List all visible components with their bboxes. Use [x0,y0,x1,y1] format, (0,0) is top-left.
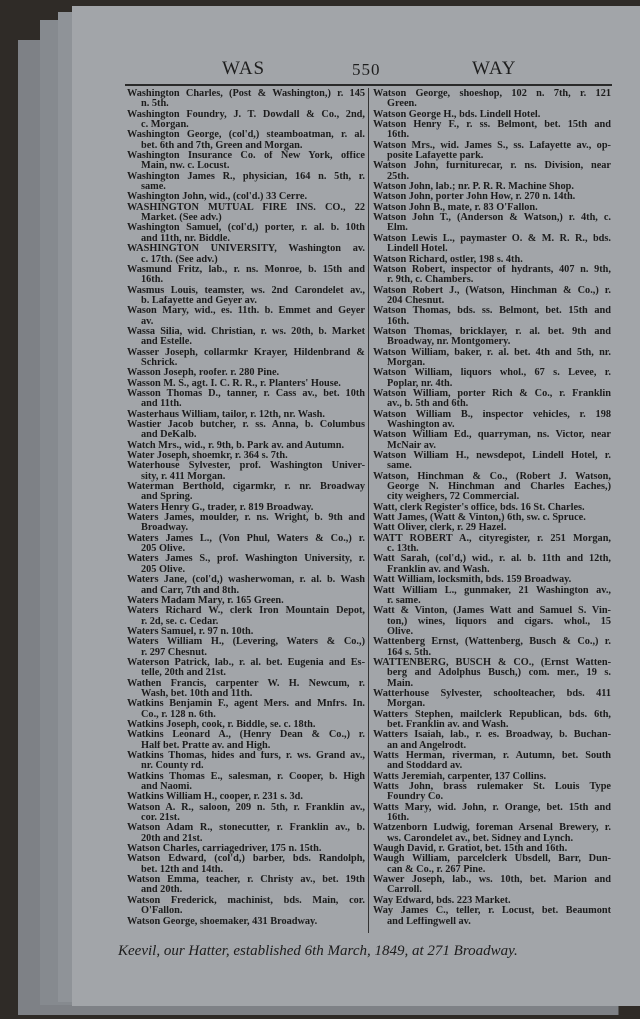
entry-line: Watson Richard, ostler, 198 s. 4th. [373,254,523,265]
entry-line: 164 s. 5th. [387,647,432,658]
entry-line: Watson Thomas, bds. ss. Belmont, bet. 15th and [373,306,611,317]
entry-line: posite Lafayette park. [387,151,484,162]
entry-line: Wasser Joseph, collarmkr Krayer, Hildenbrand & [127,347,365,358]
entry-line: Watt, clerk Register's office, bds. 16 St. Charles. [373,502,585,513]
entry-line: nr. County rd. [141,761,204,772]
entry-line: Washington Foundry, J. T. Dowdall & Co., 2nd, [127,109,365,120]
directory-entry [373,658,611,689]
entry-line: Watson Mrs., wid. James S., ss. Lafayette av., op- [373,140,611,151]
entry-line: WASHINGTON MUTUAL FIRE INS. CO., 22 [127,202,365,213]
entry-line: Watson Henry F., r. ss. Belmont, bet. 15th and [373,120,611,131]
entry-line: and 11th. [141,399,182,410]
entry-line: Waters Madam Mary, r. 165 Green. [127,595,284,606]
directory-entry [373,854,611,875]
entry-line: r. 2d, se. c. Cedar. [141,616,219,627]
directory-entry [127,730,365,751]
entry-line: av. [141,316,154,327]
entry-line: Watson Robert J., (Watson, Hinchman & Co.,) r. [373,285,611,296]
entry-line: Washington John, wid., (col'd.) 33 Cerre. [127,192,308,203]
directory-entry [127,130,365,151]
entry-line: and Stoddard av. [387,761,463,772]
entry-line: telle, 20th and 21st. [141,668,226,679]
entry-line: Watkins Benjamin F., agent Mers. and Mnfrs. In. [127,699,365,710]
directory-entry [373,689,611,710]
entry-line: b. Lafayette and Geyer av. [141,295,257,306]
directory-entry [373,368,611,389]
directory-entry [373,896,611,906]
entry-line: Watson George H., bds. Lindell Hotel. [373,109,541,120]
entry-line: Market. (See adv.) [141,213,222,224]
directory-entry [127,172,365,193]
directory-entry [127,803,365,824]
directory-entry [373,523,611,533]
entry-line: Waters James L., (Von Phul, Waters & Co.,) r. [127,533,365,544]
left-column [127,89,365,927]
entry-line: Watts Herman, riverman, r. Autumn, bet. South [373,751,611,761]
entry-line: and Spring. [141,492,193,503]
directory-entry [373,348,611,369]
directory-entry [373,772,611,782]
entry-line: r. same. [387,595,421,606]
entry-line: Watson Thomas, bricklayer, r. al. bet. 9th and [373,326,611,337]
directory-entry [127,306,365,327]
directory-entry [373,554,611,575]
right-column [373,89,611,927]
directory-entry [127,451,365,461]
directory-entry [373,844,611,854]
entry-line: Waterson Patrick, lab., r. al. bet. Eugenia and Es- [127,657,365,668]
directory-entry [373,906,611,927]
directory-entry [127,596,365,606]
entry-line: WATTENBERG, BUSCH & CO., (Ernst Watten- [373,657,611,668]
directory-entry [373,182,611,192]
entry-line: an and Angelrodt. [387,740,467,751]
entry-line: Watson Adam R., stonecutter, r. Franklin av., b. [127,823,365,834]
directory-entry [127,575,365,596]
directory-entry [127,658,365,679]
directory-entry [127,151,365,172]
entry-line: Watson William Ed., quarryman, ns. Victor, near [373,430,611,441]
entry-line: WATT ROBERT A., cityregister, r. 251 Morgan, [373,533,611,544]
directory-entry [127,720,365,730]
header-right-word: WAY [472,58,517,79]
entry-line: Washington Charles, (Post & Washington,) r. 145 [127,89,365,99]
entry-line: Main. [387,678,414,689]
directory-entry [373,120,611,141]
entry-line: Water Joseph, shoemkr, r. 364 s. 7th. [127,451,288,462]
entry-line: 204 Chesnut. [387,295,445,306]
entry-line: 20th and 21st. [141,833,203,844]
directory-entry [373,141,611,162]
entry-line: Watts John, brass rulemaker St. Louis Type [373,782,611,793]
entry-line: Watterhouse Sylvester, schoolteacher, bds. 411 [373,688,611,699]
entry-line: Waters Jane, (col'd,) washerwoman, r. al. b. Wash [127,575,365,586]
entry-line: 25th. [387,171,410,182]
entry-line: and 20th. [141,885,183,896]
directory-entry [373,430,611,451]
entry-line: Watson A. R., saloon, 209 n. 5th, r. Franklin av., [127,802,365,813]
entry-line: av., b. 5th and 6th. [387,399,469,410]
entry-line: Wastier Jacob butcher, r. ss. Anna, b. Columbus [127,420,365,430]
entry-line: cor. 21st. [141,813,180,824]
directory-entry [373,803,611,824]
directory-entry [127,244,365,265]
entry-line: 16th. [141,275,164,286]
entry-line: Wasterhaus William, tailor, r. 12th, nr. Wash. [127,409,325,420]
directory-entry [127,875,365,896]
entry-line: Watson George, shoemaker, 431 Broadway. [127,916,318,927]
directory-entry [127,772,365,793]
entry-line: and Estelle. [141,337,192,348]
entry-line: sity, r. 411 Morgan. [141,471,226,482]
directory-entry [127,854,365,875]
entry-line: Wathen Francis, carpenter W. H. Newcum, r. [127,678,365,689]
entry-line: same. [387,461,412,472]
entry-line: Broadway. [141,523,189,534]
entry-line: Waters Samuel, r. 97 n. 10th. [127,626,254,637]
entry-line: Watson George, shoeshop, 102 n. 7th, r. 121 [373,89,611,99]
entry-line: Franklin av. and Wash. [387,564,490,575]
directory-entry [127,917,365,927]
entry-line: c. 17th. (See adv.) [141,254,218,265]
entry-line: r. 9th, c. Chambers. [387,275,474,286]
directory-entry [373,875,611,896]
entry-line: Wasmund Fritz, lab., r. ns. Monroe, b. 15th and [127,264,365,275]
directory-entry [127,534,365,555]
entry-line: Wawer Joseph, lab., ws. 10th, bet. Marion and [373,875,611,886]
entry-line: Half bet. Pratte av. and High. [141,740,271,751]
entry-line: Green. [387,99,417,110]
entry-line: Olive. [387,626,414,637]
entry-line: Watt William L., gunmaker, 21 Washington av., [373,585,611,596]
entry-line: and Carr, 7th and 8th. [141,585,240,596]
entry-line: George N. Hinchman and Charles Eaches,) [387,482,611,493]
entry-line: Watson John, porter John How, r. 270 n. 14th. [373,192,576,203]
directory-entry [373,192,611,202]
entry-line: O'Fallon. [141,906,183,917]
entry-line: Watt Oliver, clerk, r. 29 Hazel. [373,523,507,534]
entry-line: c. 13th. [387,544,419,555]
entry-line: Watson John, lab.; nr. P. R. R. Machine Shop. [373,182,574,193]
directory-entry [127,203,365,224]
entry-line: Watkins Thomas, hides and furs, r. ws. Grand av., [127,751,365,761]
entry-line: and 11th, nr. Biddle. [141,233,230,244]
directory-entry [373,306,611,327]
directory-entry [127,637,365,658]
directory-entry [127,554,365,575]
directory-entry [127,503,365,513]
entry-line: r. 297 Chesnut. [141,647,207,658]
directory-entry [373,161,611,182]
entry-line: Watters Stephen, mailclerk Republican, bds. 6th, [373,709,611,720]
entry-line: Watson, Hinchman & Co., (Robert J. Watson, [373,471,611,482]
directory-entry [373,234,611,255]
entry-line: Main, nw. c. Locust. [141,161,230,172]
directory-entry [127,461,365,482]
entry-line: Washington Insurance Co. of New York, office [127,151,365,162]
entry-line: Washington George, (col'd,) steamboatman, r. al. [127,130,365,141]
footer-advertisement: Keevil, our Hatter, established 6th March, 1849, at 271 Broadway. [118,943,518,959]
entry-line: Wasmus Louis, teamster, ws. 2nd Carondelet av., [127,285,365,296]
directory-entry [127,441,365,451]
entry-line: McNair av. [387,440,436,451]
directory-entry [127,286,365,307]
entry-line: 205 Olive. [141,564,186,575]
entry-line: Waugh David, r. Gratiot, bet. 15th and 16th. [373,844,568,855]
entry-line: Watters Isaiah, lab., r. es. Broadway, b. Buchan- [373,730,611,741]
directory-entry [127,348,365,369]
directory-entry [127,379,365,389]
entry-line: Morgan. [387,357,426,368]
directory-entry [373,586,611,607]
entry-line: bet. 6th and 7th, Green and Morgan. [141,140,303,151]
entry-line: WASHINGTON UNIVERSITY, Washington av. [127,244,365,255]
directory-entry [127,223,365,244]
entry-line: Washington Samuel, (col'd,) porter, r. al. b. 10th [127,223,365,234]
directory-entry [373,110,611,120]
directory-entry [373,637,611,658]
directory-entry [127,513,365,534]
entry-line: Watson Charles, carriagedriver, 175 n. 15th. [127,844,322,855]
entry-line: Watt Sarah, (col'd,) wid., r. al. b. 11th and 12th, [373,554,611,565]
directory-entry [373,203,611,213]
entry-line: Wattenberg Ernst, (Wattenberg, Busch & Co.,) r. [373,637,611,648]
entry-line: Watson William, baker, r. al. bet. 4th and 5th, nr. [373,347,611,358]
entry-line: Wason Mary, wid., es. 11th. b. Emmet and Geyer [127,306,365,317]
header-rule [125,84,612,86]
directory-entry [127,368,365,378]
directory-entry [373,451,611,472]
entry-line: and Leffingwell av. [387,916,471,927]
entry-line: Foundry Co. [387,792,444,803]
directory-entry [373,472,611,503]
directory-entry [373,255,611,265]
directory-entry [127,606,365,627]
entry-line: Elm. [387,223,408,234]
header-left-word: WAS [222,58,266,79]
entry-line: Watson John, furniturecar, r. ns. Division, near [373,161,611,172]
entry-line: bet. 12th and 14th. [141,864,224,875]
entry-line: Watt & Vinton, (James Watt and Samuel S. Vin- [373,606,611,617]
entry-line: 16th. [387,813,410,824]
entry-line: and Naomi. [141,782,192,793]
directory-entry [373,534,611,555]
entry-line: 205 Olive. [141,544,186,555]
entry-line: Lindell Hotel. [387,244,448,255]
directory-entry [373,327,611,348]
entry-line: Watt William, locksmith, bds. 159 Broadway. [373,575,572,586]
entry-line: Washington James R., physician, 164 n. 5th, r. [127,171,365,182]
entry-line: Watson William, porter Rich & Co., r. Franklin [373,388,611,399]
entry-line: Watson Lewis L., paymaster O. & M. R. R., bds. [373,233,611,244]
entry-line: Waters Richard W., clerk Iron Mountain Depot, [127,606,365,617]
entry-line: Watson John B., mate, r. 83 O'Fallon. [373,202,538,213]
entry-line: Carroll. [387,885,422,896]
entry-line: Watkins William H., cooper, r. 231 s. 3d. [127,792,303,803]
entry-line: Watson William B., inspector vehicles, r. 198 [373,409,611,420]
directory-entry [373,575,611,585]
entry-line: Way Edward, bds. 223 Market. [373,895,511,906]
entry-line: Morgan. [387,699,426,710]
entry-line: Schrick. [141,357,178,368]
entry-line: Waters James, moulder, r. ns. Wright, b. 9th and [127,513,365,524]
entry-line: Watson William, liquors whol., 67 s. Levee, r. [373,368,611,379]
page-number: 550 [352,60,381,79]
directory-entry [127,896,365,917]
entry-line: Waterhouse Sylvester, prof. Washington Univer- [127,461,365,472]
directory-entry [373,286,611,307]
directory-entry [127,420,365,441]
entry-line: Wassa Silia, wid. Christian, r. ws. 20th, b. Market [127,326,365,337]
directory-entry [373,513,611,523]
directory-entry [127,823,365,844]
entry-line: Waters William H., (Levering, Waters & Co.,) [127,637,365,648]
entry-line: Waugh William, parcelclerk Ubsdell, Barr, Dun- [373,854,611,865]
directory-entry [373,410,611,431]
directory-entry [373,823,611,844]
entry-line: Waters Henry G., trader, r. 819 Broadway. [127,502,314,513]
entry-line: ws. Carondelet av., bet. Sidney and Lynch. [387,833,574,844]
entry-line: Broadway, nr. Montgomery. [387,337,511,348]
directory-entry [127,410,365,420]
entry-line: Waters James S., prof. Washington University, r. [127,554,365,565]
directory-entry [373,503,611,513]
directory-entry [127,844,365,854]
entry-line: bet. Franklin av. and Wash. [387,719,509,730]
directory-entry [373,730,611,751]
directory-entry [373,265,611,286]
entry-line: Watkins Thomas E., salesman, r. Cooper, b. High [127,771,365,782]
directory-entry [127,792,365,802]
entry-line: same. [141,182,166,193]
entry-line: Washington av. [387,420,455,430]
directory-entry [373,89,611,110]
entry-line: city weighers, 72 Commercial. [387,492,520,503]
entry-line: Watson Frederick, machinist, bds. Main, cor. [127,895,365,906]
entry-line: c. Morgan. [141,120,189,131]
entry-line: Way James C., teller, r. Locust, bet. Beaumont [373,906,611,917]
directory-entry [127,192,365,202]
directory-entry [127,627,365,637]
entry-line: Watts Jeremiah, carpenter, 137 Collins. [373,771,547,782]
entry-line: Watts Mary, wid. John, r. Orange, bet. 15th and [373,802,611,813]
entry-line: Watson Emma, teacher, r. Christy av., bet. 19th [127,875,365,886]
entry-line: 16th. [387,130,410,141]
entry-line: Watkins Joseph, cook, r. Biddle, se. c. 18th. [127,719,316,730]
entry-line: Watson William H., newsdepot, Lindell Hotel, r. [373,451,611,462]
entry-line: Wasson Thomas D., tanner, r. Cass av., bet. 10th [127,388,365,399]
entry-line: can & Co., r. 267 Pine. [387,864,486,875]
directory-entry [373,751,611,772]
entry-line: n. 5th. [141,99,169,110]
directory-entry [373,782,611,803]
entry-line: Watt James, (Watt & Vinton,) 6th, sw. c. Spruce. [373,513,586,524]
entry-line: Watch Mrs., wid., r. 9th, b. Park av. and Autumn. [127,440,345,451]
column-divider [368,88,369,933]
directory-entry [127,482,365,503]
entry-line: Wasson Joseph, roofer. r. 280 Pine. [127,368,280,379]
directory-entry [373,213,611,234]
directory-entry [373,389,611,410]
directory-entry [127,751,365,772]
entry-line: 16th. [387,316,410,327]
entry-line: ton,) wines, liquors and cigars. whol., 15 [387,616,611,627]
directory-entry [373,710,611,731]
directory-entry [127,389,365,410]
entry-line: Wasson M. S., agt. I. C. R. R., r. Planters' House. [127,378,341,389]
entry-line: Waterman Berthold, cigarmkr, r. nr. Broadway [127,482,365,493]
entry-line: and DeKalb. [141,430,197,441]
entry-line: Poplar, nr. 4th. [387,378,453,389]
entry-line: Watson Edward, (col'd,) barber, bds. Randolph, [127,854,365,865]
directory-entry [127,265,365,286]
entry-line: Wash, bet. 10th and 11th. [141,688,253,699]
directory-entry [127,110,365,131]
directory-entry [127,699,365,720]
directory-entry [127,89,365,110]
entry-line: Watson Robert, inspector of hydrants, 407 n. 9th, [373,264,611,275]
directory-entry [373,606,611,637]
entry-line: Watzenborn Ludwig, foreman Arsenal Brewery, r. [373,823,611,834]
entry-line: Watkins Leonard A., (Henry Dean & Co.,) r. [127,730,365,741]
entry-line: berg and Adolphus Busch,) com. mer., 19 s. [387,668,611,679]
directory-entry [127,679,365,700]
entry-line: Watson John T., (Anderson & Watson,) r. 4th, c. [373,213,611,224]
entry-line: Co., r. 128 n. 6th. [141,709,216,720]
directory-entry [127,327,365,348]
